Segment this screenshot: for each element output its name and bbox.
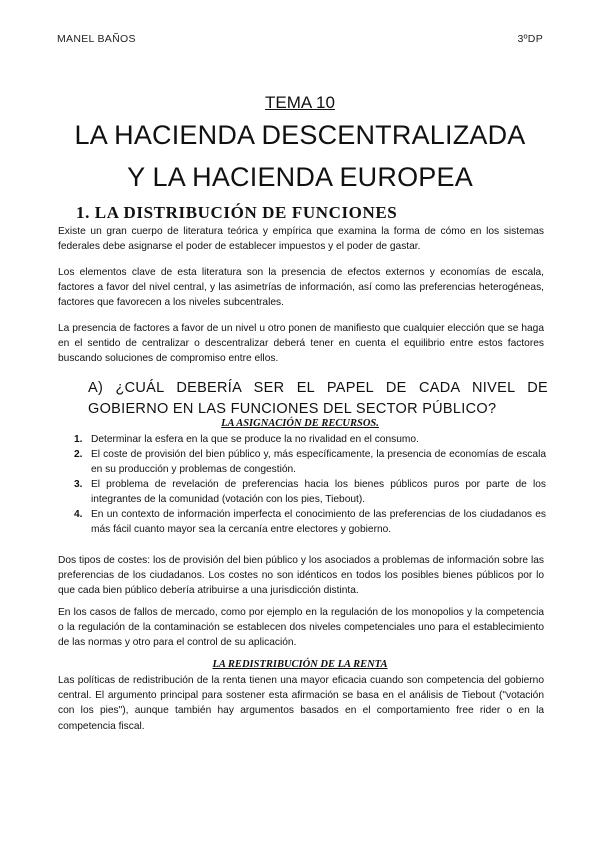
paragraph-5: En los casos de fallos de mercado, como por ejemplo en la regulación de los monopolios y la competencia o la regulación de la contaminación se establecen dos niveles competenciales uno para el establecimiento de las normas y otro para el control de su aplicación. <box>58 607 544 649</box>
title-line-2: Y LA HACIENDA EUROPEA <box>127 162 473 192</box>
list-number: 2. <box>74 449 83 460</box>
redistribucion-heading: LA REDISTRIBUCIÓN DE LA RENTA <box>212 659 388 670</box>
paragraph-6: Las políticas de redistribución de la renta tienen una mayor eficacia cuando son competencia del gobierno central. El argumento principal para sostener esta afirmación se basa en el análisis de Tiebout ("votación con los pies"), aunque también hay argumentos basados en el comportamiento free rider o en la competencia fiscal. <box>58 675 544 732</box>
list-item <box>58 507 546 537</box>
list-number: 4. <box>74 509 83 520</box>
header-author: MANEL BAÑOS <box>57 33 136 45</box>
list-text: Determinar la esfera en la que se produce la no rivalidad en el consumo. <box>91 434 419 445</box>
asignacion-list <box>58 432 546 537</box>
list-item <box>58 477 546 507</box>
paragraph-4: Dos tipos de costes: los de provisión del bien público y los asociados a problemas de información sobre las preferencias de los ciudadanos. Los costes no son idénticos en todos los posibles bienes públicos por lo que cada bien público debería atribuirse a una jurisdicción distinta. <box>58 555 544 597</box>
asignacion-heading: LA ASIGNACIÓN DE RECURSOS. <box>221 418 379 429</box>
header-course: 3ºDP <box>517 33 543 45</box>
paragraph-3: La presencia de factores a favor de un nivel u otro ponen de manifiesto que cualquier elección que se haga en el sentido de centralizar o descentralizar deberá tener en cuenta el equilibrio entre estos factores buscando soluciones de compromiso entre ellos. <box>58 323 544 365</box>
list-text: El coste de provisión del bien público y, más específicamente, la presencia de economías de escala en su producción y problemas de congestión. <box>91 449 546 475</box>
paragraph-2: Los elementos clave de esta literatura son la presencia de efectos externos y economías de escala, factores a favor del nivel central, y las asimetrías de información, así como las preferencias heterogéneas, factores que favorecen a los niveles subcentrales. <box>58 267 544 309</box>
list-text: En un contexto de información imperfecta el conocimiento de las preferencias de los ciudadanos es más fácil cuanto mayor sea la cercanía entre electores y gobierno. <box>91 509 546 535</box>
paragraph-1: Existe un gran cuerpo de literatura teórica y empírica que examina la forma de cómo en los sistemas federales debe asignarse el poder de establecer impuestos y el poder de gastar. <box>58 226 544 253</box>
list-item <box>58 447 546 477</box>
list-item <box>58 432 546 447</box>
section-heading: 1. LA DISTRIBUCIÓN DE FUNCIONES <box>76 203 398 222</box>
list-number: 1. <box>74 434 83 445</box>
list-number: 3. <box>74 479 83 490</box>
subsection-heading: A) ¿CUÁL DEBERÍA SER EL PAPEL DE CADA NIVEL DE GOBIERNO EN LAS FUNCIONES DEL SECTOR PÚBLICO? <box>88 380 548 417</box>
list-text: El problema de revelación de preferencias hacia los bienes públicos puros por parte de los integrantes de la comunidad (votación con los pies, Tiebout). <box>91 479 546 505</box>
title-line-1: LA HACIENDA DESCENTRALIZADA <box>74 120 526 150</box>
tema-label: TEMA 10 <box>265 93 335 112</box>
